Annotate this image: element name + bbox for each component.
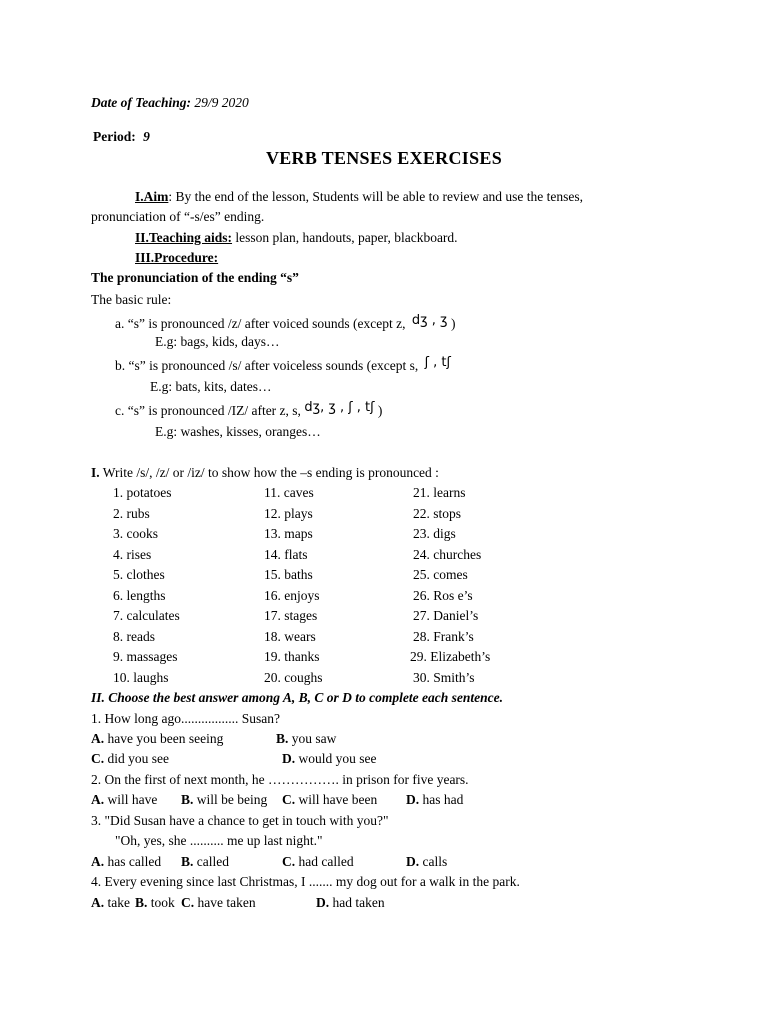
rule-c bbox=[115, 401, 382, 422]
word-item: 11. caves bbox=[264, 485, 314, 500]
question-2: 2. On the first of next month, he ……………. in prison for five years. bbox=[91, 772, 469, 787]
option-label: D. bbox=[406, 854, 420, 869]
procedure-label: III.Procedure: bbox=[135, 250, 219, 265]
rule-a-example: E.g: bags, kids, days… bbox=[155, 334, 280, 349]
option-label: A. bbox=[91, 792, 105, 807]
word-item: 15. baths bbox=[264, 567, 313, 582]
question-4: 4. Every evening since last Christmas, I ....... my dog out for a walk in the park. bbox=[91, 874, 520, 889]
option-text: will have been bbox=[295, 792, 378, 807]
rule-b bbox=[115, 356, 451, 377]
word-item: 4. rises bbox=[113, 546, 152, 562]
q3-option-c bbox=[282, 852, 354, 872]
aim-text-1: : By the end of the lesson, Students will be able to review and use the tenses, bbox=[168, 189, 584, 204]
word-column-2 bbox=[264, 483, 323, 688]
word-item: 7. calculates bbox=[113, 608, 180, 623]
word-item: 23. digs bbox=[413, 526, 456, 541]
rule-a-ipa: dʒ , ʒ bbox=[411, 313, 448, 328]
exercise1-instruction bbox=[91, 463, 439, 483]
q4-option-b bbox=[135, 893, 175, 913]
rule-c-text: c. “s” is pronounced /IZ/ after z, s, bbox=[115, 403, 301, 418]
word-item: 2. rubs bbox=[113, 505, 150, 521]
option-label: D. bbox=[406, 792, 420, 807]
q4-option-a bbox=[91, 893, 130, 913]
option-label: C. bbox=[91, 751, 105, 766]
q2-option-a bbox=[91, 790, 157, 810]
option-label: C. bbox=[282, 854, 296, 869]
teaching-aids-label: II.Teaching aids: bbox=[135, 230, 233, 245]
q1-option-a bbox=[91, 729, 223, 749]
word-item: 13. maps bbox=[264, 526, 313, 541]
word-item: 16. enjoys bbox=[264, 587, 320, 603]
option-text: did you see bbox=[104, 751, 169, 766]
period-line bbox=[93, 127, 150, 147]
word-item: 9. massages bbox=[113, 649, 178, 664]
option-text: have taken bbox=[194, 895, 256, 910]
word-item: 12. plays bbox=[264, 505, 313, 521]
q3-option-a bbox=[91, 852, 161, 872]
option-text: had taken bbox=[329, 895, 385, 910]
word-item: 29. Elizabeth’s bbox=[410, 649, 491, 664]
question-3-line-2: "Oh, yes, she .......... me up last night." bbox=[115, 833, 323, 848]
date-line bbox=[91, 93, 249, 113]
word-item: 25. comes bbox=[413, 567, 468, 582]
option-text: called bbox=[193, 854, 229, 869]
question-1: 1. How long ago................. Susan? bbox=[91, 711, 280, 726]
q4-option-d bbox=[316, 893, 385, 913]
q3-option-d bbox=[406, 852, 447, 872]
option-text: you saw bbox=[288, 731, 337, 746]
option-label: B. bbox=[181, 792, 194, 807]
q2-option-d bbox=[406, 790, 463, 810]
option-text: had called bbox=[295, 854, 354, 869]
option-label: C. bbox=[282, 792, 296, 807]
rule-b-ipa: ʃ , tʃ bbox=[424, 355, 451, 370]
option-label: A. bbox=[91, 731, 105, 746]
option-label: A. bbox=[91, 854, 105, 869]
period-label: Period: bbox=[93, 129, 136, 144]
option-label: B. bbox=[276, 731, 289, 746]
option-text: take bbox=[104, 895, 130, 910]
q1-option-b bbox=[276, 729, 336, 749]
q1-option-d bbox=[282, 749, 377, 769]
page-title: VERB TENSES EXERCISES bbox=[265, 148, 503, 168]
rule-b-example: E.g: bats, kits, dates… bbox=[150, 379, 272, 394]
word-column-3 bbox=[410, 483, 491, 688]
word-item: 5. clothes bbox=[113, 567, 165, 582]
q3-option-b bbox=[181, 852, 229, 872]
word-item: 22. stops bbox=[413, 505, 462, 521]
word-item: 24. churches bbox=[413, 546, 482, 562]
question-3-line-1: 3. "Did Susan have a chance to get in touch with you?" bbox=[91, 813, 389, 828]
word-item: 10. laughs bbox=[113, 669, 169, 685]
word-item: 27. Daniel’s bbox=[413, 608, 479, 623]
option-label: B. bbox=[135, 895, 148, 910]
exercise1-number: I. bbox=[91, 465, 100, 480]
q2-option-c bbox=[282, 790, 377, 810]
exercise1-text: Write /s/, /z/ or /iz/ to show how the –s ending is pronounced : bbox=[99, 465, 439, 480]
rule-a-text: a. “s” is pronounced /z/ after voiced sounds (except z, bbox=[115, 316, 406, 331]
period-value: 9 bbox=[143, 129, 150, 144]
word-item: 30. Smith’s bbox=[413, 669, 475, 685]
date-value: 29/9 2020 bbox=[194, 95, 249, 110]
option-text: has had bbox=[419, 792, 464, 807]
teaching-aids-text: lesson plan, handouts, paper, blackboard. bbox=[232, 230, 458, 245]
word-item: 17. stages bbox=[264, 608, 318, 623]
option-label: C. bbox=[181, 895, 195, 910]
option-text: will have bbox=[104, 792, 158, 807]
word-item: 18. wears bbox=[264, 628, 316, 644]
q1-option-c bbox=[91, 749, 169, 769]
q4-option-c bbox=[181, 893, 256, 913]
option-text: have you been seeing bbox=[104, 731, 224, 746]
rule-c-ipa: dʒ, ʒ , ʃ , tʃ bbox=[304, 400, 375, 415]
word-column-1 bbox=[113, 483, 180, 688]
word-item: 28. Frank’s bbox=[413, 628, 474, 644]
rule-a-close: ) bbox=[450, 316, 456, 331]
option-text: would you see bbox=[295, 751, 377, 766]
word-item: 14. flats bbox=[264, 546, 308, 562]
date-label: Date of Teaching: bbox=[91, 95, 191, 110]
word-item: 26. Ros e’s bbox=[413, 587, 473, 603]
basic-rule: The basic rule: bbox=[91, 292, 172, 307]
aim-text-2: pronunciation of “-s/es” ending. bbox=[91, 209, 265, 224]
option-label: D. bbox=[282, 751, 296, 766]
q2-option-b bbox=[181, 790, 267, 810]
pronunciation-heading: The pronunciation of the ending “s” bbox=[91, 270, 299, 285]
word-item: 8. reads bbox=[113, 628, 155, 644]
word-item: 19. thanks bbox=[264, 649, 320, 664]
word-item: 1. potatoes bbox=[113, 485, 172, 500]
option-text: has called bbox=[104, 854, 162, 869]
rule-c-close: ) bbox=[377, 403, 383, 418]
option-label: D. bbox=[316, 895, 330, 910]
exercise2-instruction: II. Choose the best answer among A, B, C or D to complete each sentence. bbox=[91, 690, 504, 705]
teaching-aids-line bbox=[135, 228, 458, 248]
option-label: B. bbox=[181, 854, 194, 869]
word-item: 21. learns bbox=[413, 485, 466, 500]
aim-paragraph bbox=[91, 187, 676, 207]
rule-c-example: E.g: washes, kisses, oranges… bbox=[155, 424, 321, 439]
option-label: A. bbox=[91, 895, 105, 910]
option-text: took bbox=[147, 895, 175, 910]
option-text: calls bbox=[419, 854, 448, 869]
option-text: will be being bbox=[193, 792, 268, 807]
aim-label: I.Aim bbox=[135, 189, 169, 204]
rule-b-text: b. “s” is pronounced /s/ after voiceless sounds (except s, bbox=[115, 358, 419, 373]
word-item: 20. coughs bbox=[264, 669, 323, 685]
word-item: 3. cooks bbox=[113, 526, 158, 541]
word-item: 6. lengths bbox=[113, 587, 166, 603]
